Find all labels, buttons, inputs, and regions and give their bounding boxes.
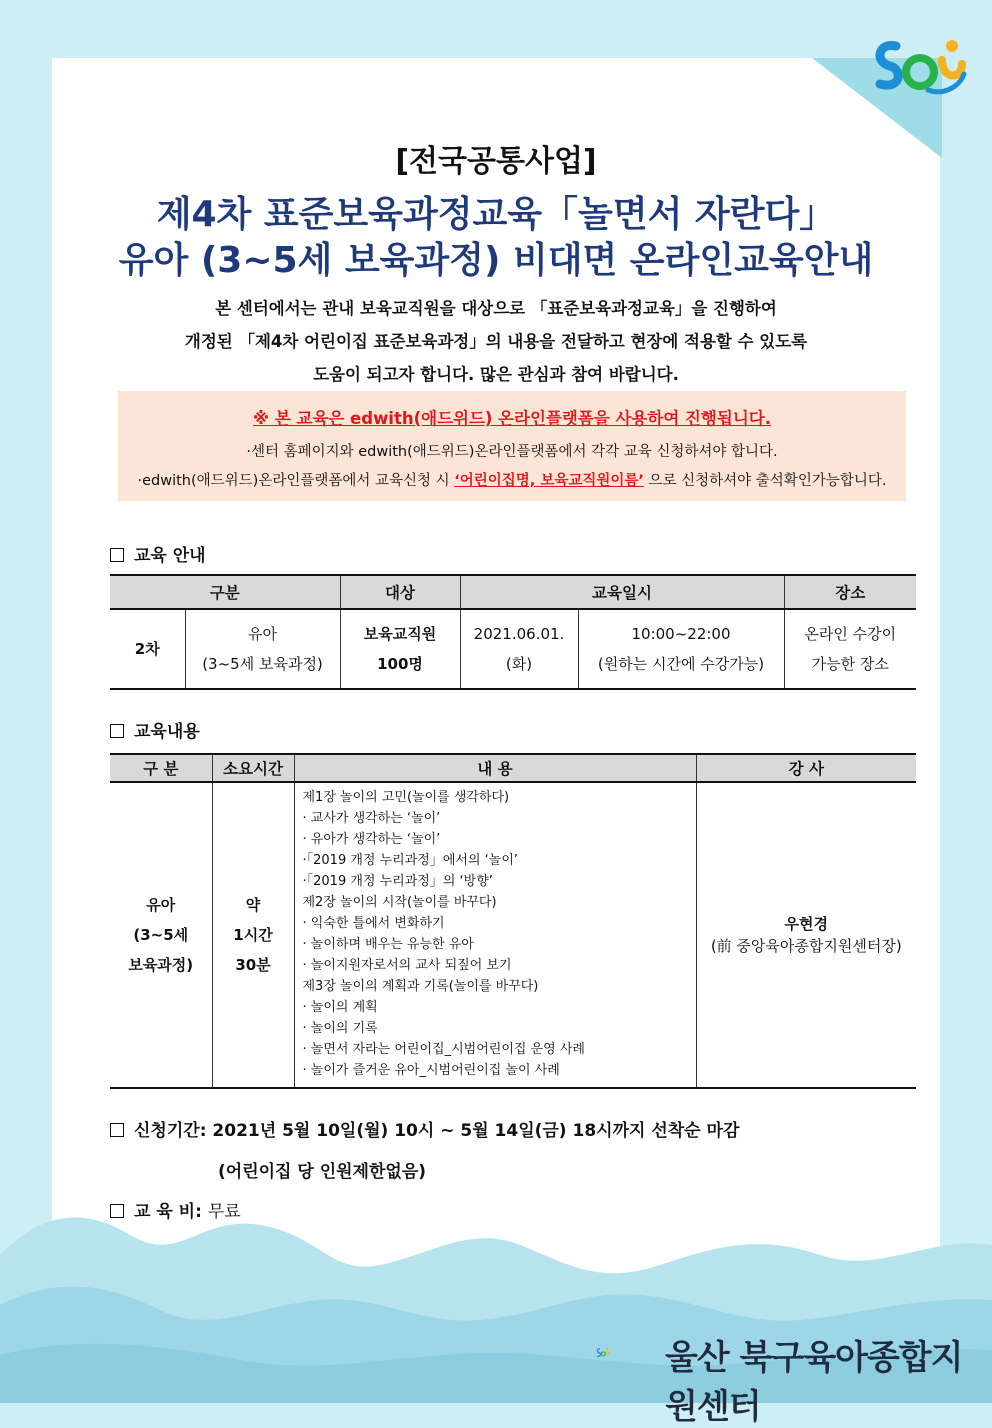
round-cell: 2차 — [110, 609, 185, 689]
duration-cell — [212, 782, 294, 1088]
list-item: 제2장 놀이의 시작(놀이를 바꾸다) — [302, 895, 497, 910]
time-cell — [578, 609, 784, 689]
intro-line3: 도움이 되고자 합니다. 많은 관심과 참여 바랍니다. — [313, 365, 679, 384]
list-item: ·「2019 개정 누리과정」의 ‘방향’ — [302, 874, 493, 889]
fee-value: 무료 — [207, 1202, 241, 1222]
application-period — [110, 1116, 739, 1141]
group-cell — [185, 609, 340, 689]
list-item: ·「2019 개정 누리과정」에서의 ‘놀이’ — [302, 853, 519, 868]
col-header-category: 구분 — [110, 575, 340, 609]
footer-center-name: 울산 북구육아종합지원센터 — [665, 1338, 963, 1427]
date-line1: 2021.06.01. — [473, 625, 565, 643]
checkbox-square-icon — [110, 1123, 124, 1137]
list-item: · 교사가 생각하는 ‘놀이’ — [302, 811, 441, 826]
target-line2: 100명 — [377, 655, 423, 673]
col-header-target: 대상 — [340, 575, 460, 609]
time-line1: 10:00~22:00 — [631, 625, 731, 643]
notice-line2-suffix: 으로 신청하셔야 출석확인가능합니다. — [643, 473, 887, 489]
notice-line2-prefix: ·edwith(애드위드)온라인플랫폼에서 교육신청 시 — [137, 473, 455, 489]
group-line1: 유아 — [248, 625, 277, 643]
list-item: · 유아가 생각하는 ‘놀이’ — [302, 832, 441, 847]
section-content-title: 교육내용 — [134, 722, 200, 742]
center-logo-icon — [868, 34, 968, 100]
col-header-category: 구 분 — [110, 754, 212, 782]
notice-title: ※ 본 교육은 edwith(애드위드) 온라인플랫폼을 사용하여 진행됩니다. — [253, 409, 771, 428]
col-header-datetime: 교육일시 — [460, 575, 784, 609]
duration-line2: 1시간 — [233, 926, 273, 944]
main-title-line1: 제4차 표준보육과정교육「놀면서 자란다」 — [156, 194, 836, 235]
footer-logo-icon — [596, 1322, 666, 1384]
list-item: · 익숙한 틀에서 변화하기 — [302, 916, 445, 931]
notice-line2 — [118, 469, 906, 490]
section-content-heading — [110, 717, 200, 742]
list-item: · 놀이지원자로서의 교사 되짚어 보기 — [302, 958, 512, 973]
list-item: 제3장 놀이의 계획과 기록(놀이를 바꾸다) — [302, 979, 539, 994]
instructor-cell — [696, 782, 916, 1088]
table-row — [110, 782, 916, 1088]
group-cell — [110, 782, 212, 1088]
intro-line2: 개정된 「제4차 어린이집 표준보육과정」의 내용을 전달하고 현장에 적용할 수 있도록 — [184, 332, 808, 351]
group-line2: (3~5세 보육과정) — [202, 655, 323, 673]
list-item: · 놀이가 즐거운 유아_시범어린이집 놀이 사례 — [302, 1063, 560, 1078]
section-info-title: 교육 안내 — [134, 546, 206, 566]
intro-line1: 본 센터에서는 관내 보육교직원을 대상으로 「표준보육과정교육」을 진행하여 — [215, 299, 777, 318]
list-item: · 놀이의 기록 — [302, 1021, 378, 1036]
place-line1: 온라인 수강이 — [804, 625, 897, 643]
checkbox-square-icon — [110, 1204, 124, 1218]
col-header-place: 장소 — [784, 575, 916, 609]
list-item: · 놀면서 자라는 어린이집_시범어린이집 운영 사례 — [302, 1042, 585, 1057]
notice-line1: ·센터 홈페이지와 edwith(애드위드)온라인플랫폼에서 각각 교육 신청하셔야 합니다. — [246, 444, 778, 460]
education-info-table — [110, 574, 916, 690]
instructor-name: 우현경 — [784, 915, 828, 933]
group-line3: 보육과정) — [128, 956, 194, 974]
col-header-duration: 소요시간 — [212, 754, 294, 782]
instructor-title: (前 중앙육아종합지원센터장) — [710, 937, 902, 955]
list-item: · 놀이하며 배우는 유능한 유아 — [302, 937, 474, 952]
list-item: · 놀이의 계획 — [302, 1000, 378, 1015]
category-title: [전국공통사업] — [395, 144, 597, 179]
education-fee — [110, 1197, 241, 1222]
checkbox-square-icon — [110, 548, 124, 562]
duration-line3: 30분 — [235, 956, 271, 974]
list-item: 제1장 놀이의 고민(놀이를 생각하다) — [302, 790, 510, 805]
fee-label: 교 육 비: — [134, 1202, 202, 1222]
notice-highlight: ‘어린이집명, 보육교직원이름’ — [454, 473, 644, 489]
application-label: 신청기간: — [134, 1121, 207, 1141]
section-info-heading — [110, 541, 206, 566]
education-content-table — [110, 753, 916, 1089]
content-cell — [294, 782, 696, 1088]
application-period-value: 2021년 5월 10일(월) 10시 ~ 5월 14일(금) 18시까지 선착순 마감 — [212, 1121, 740, 1141]
target-cell — [340, 609, 460, 689]
checkbox-square-icon — [110, 724, 124, 738]
col-header-instructor: 강 사 — [696, 754, 916, 782]
application-note: (어린이집 당 인원제한없음) — [218, 1162, 427, 1182]
col-header-content: 내 용 — [294, 754, 696, 782]
place-line2: 가능한 장소 — [811, 655, 889, 673]
place-cell — [784, 609, 916, 689]
group-line1: 유아 — [146, 896, 176, 914]
group-line2: (3~5세 — [133, 926, 189, 944]
time-line2: (원하는 시간에 수강가능) — [597, 655, 765, 673]
date-line2: (화) — [505, 655, 533, 673]
notice-box — [118, 391, 906, 501]
main-title-line2: 유아 (3~5세 보육과정) 비대면 온라인교육안내 — [118, 240, 874, 281]
target-line1: 보육교직원 — [363, 625, 437, 643]
duration-line1: 약 — [245, 896, 261, 914]
table-row — [110, 609, 916, 689]
date-cell — [460, 609, 578, 689]
